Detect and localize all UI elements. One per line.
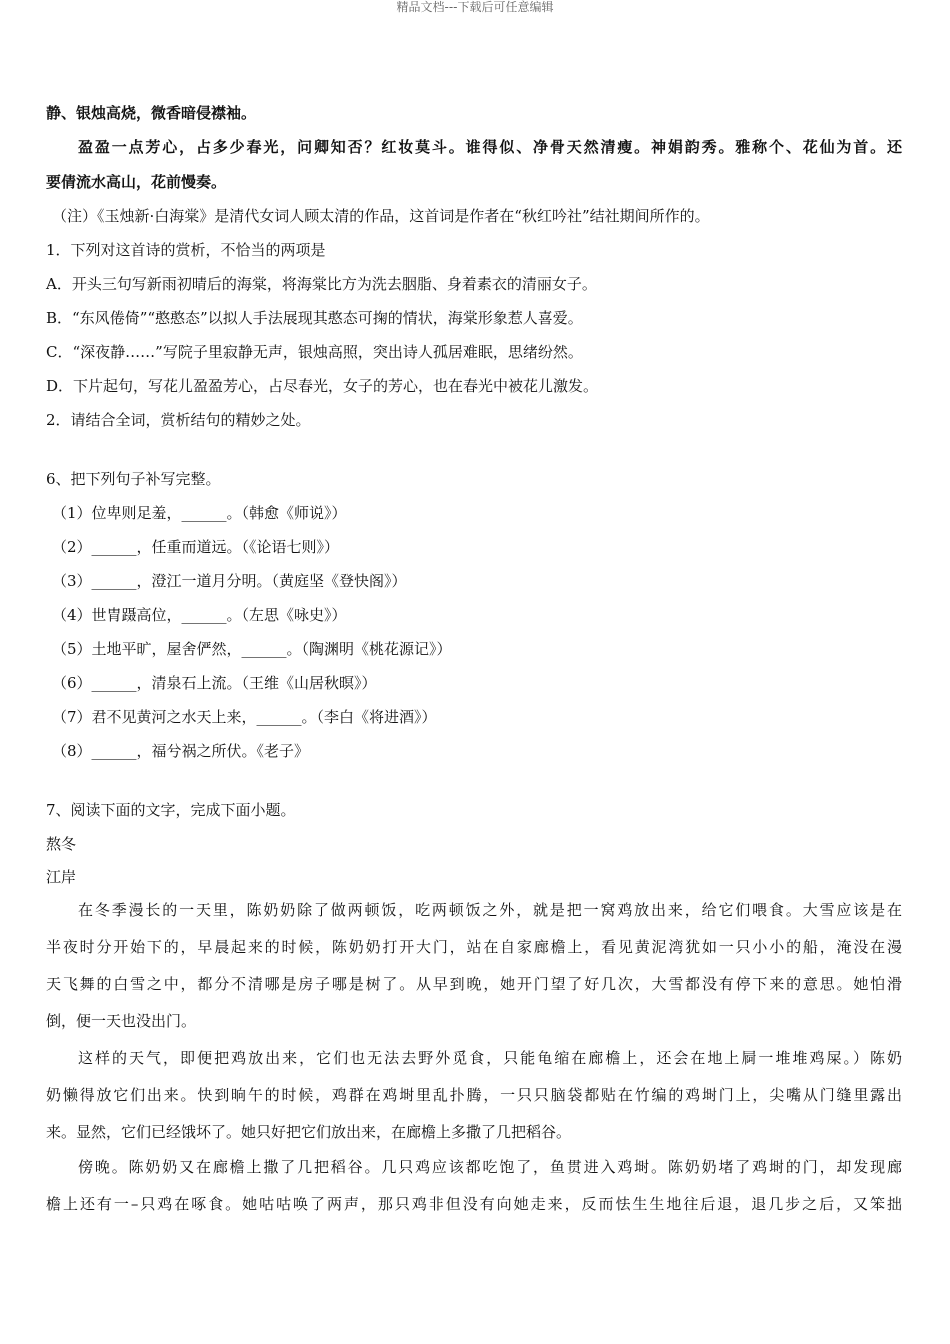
option-d: D．下片起句，写花儿盈盈芳心，占尽春光，女子的芳心，也在春光中被花儿激发。 bbox=[46, 377, 599, 395]
fill-blank-item: （8）______，福兮祸之所伏。《老子》 bbox=[52, 742, 310, 760]
option-c: C．“深夜静……”写院子里寂静无声，银烛高照，突出诗人孤居难眠，思绪纷然。 bbox=[46, 343, 583, 361]
poem-line: 盈盈一点芳心，占多少春光，问卿知否？红妆莫斗。谁得似、净骨天然清瘦。神娟韵秀。雅称个、花仙为首。还 bbox=[78, 138, 902, 156]
article-title: 熬冬 bbox=[46, 835, 77, 853]
question-6-title: 6、把下列句子补写完整。 bbox=[46, 470, 221, 488]
fill-blank-item: （4）世胄蹑高位，______。（左思《咏史》） bbox=[52, 606, 347, 624]
article-line: 傍晚。陈奶奶又在廊檐上撒了几把稻谷。几只鸡应该都吃饱了，鱼贯进入鸡埘。陈奶奶堵了鸡埘的门，却发现廊 bbox=[78, 1158, 902, 1176]
fill-blank-item: （3）______，澄江一道月分明。（黄庭坚《登快阁》） bbox=[52, 572, 407, 590]
question-7-title: 7、阅读下面的文字，完成下面小题。 bbox=[46, 801, 296, 819]
question-2: 2．请结合全词，赏析结句的精妙之处。 bbox=[46, 411, 311, 429]
fill-blank-item: （1）位卑则足羞，______。（韩愈《师说》） bbox=[52, 504, 347, 522]
article-line: 这样的天气，即便把鸡放出来，它们也无法去野外觅食，只能龟缩在廊檐上，还会在地上屙一堆堆鸡屎。）陈奶 bbox=[78, 1049, 902, 1067]
article-line: 倒，便一天也没出门。 bbox=[46, 1012, 197, 1030]
fill-blank-item: （2）______，任重而道远。（《论语七则》） bbox=[52, 538, 340, 556]
page-header: 精品文档---下载后可任意编辑 bbox=[396, 0, 554, 14]
poem-line: 要倩流水高山，花前慢奏。 bbox=[46, 173, 227, 191]
fill-blank-item: （7）君不见黄河之水天上来，______。（李白《将进酒》） bbox=[52, 708, 437, 726]
article-line: 半夜时分开始下的，早晨起来的时候，陈奶奶打开大门，站在自家廊檐上，看见黄泥湾犹如一只小小的船，淹没在漫 bbox=[46, 938, 902, 956]
article-line: 天飞舞的白雪之中，都分不清哪是房子哪是树了。从早到晚，她开门望了好几次，大雪都没有停下来的意思。她怕滑 bbox=[46, 975, 902, 993]
question-1-stem: 1．下列对这首诗的赏析，不恰当的两项是 bbox=[46, 241, 326, 259]
poem-note: （注）《玉烛新·白海棠》是清代女词人顾太清的作品，这首词是作者在“秋红吟社”结社期间所作的。 bbox=[52, 207, 710, 225]
option-a: A．开头三句写新雨初晴后的海棠，将海棠比方为洗去胭脂、身着素衣的清丽女子。 bbox=[46, 275, 597, 293]
article-line: 在冬季漫长的一天里，陈奶奶除了做两顿饭，吃两顿饭之外，就是把一窝鸡放出来，给它们喂食。大雪应该是在 bbox=[78, 901, 902, 919]
article-line: 檐上还有一–只鸡在啄食。她咕咕唤了两声，那只鸡非但没有向她走来，反而怯生生地往后退，退几步之后，又笨拙 bbox=[46, 1195, 902, 1213]
article-line: 奶懒得放它们出来。快到晌午的时候，鸡群在鸡埘里乱扑腾，一只只脑袋都贴在竹编的鸡埘门上，尖嘴从门缝里露出 bbox=[46, 1086, 902, 1104]
poem-line: 静、银烛高烧，微香暗侵襟袖。 bbox=[46, 104, 257, 122]
article-author: 江岸 bbox=[46, 868, 77, 886]
fill-blank-item: （5）土地平旷，屋舍俨然，______。（陶渊明《桃花源记》） bbox=[52, 640, 452, 658]
option-b: B．“东风倦倚”“憨憨态”以拟人手法展现其憨态可掬的情状，海棠形象惹人喜爱。 bbox=[46, 309, 583, 327]
fill-blank-item: （6）______，清泉石上流。（王维《山居秋暝》） bbox=[52, 674, 377, 692]
article-line: 来。显然，它们已经饿坏了。她只好把它们放出来，在廊檐上多撒了几把稻谷。 bbox=[46, 1123, 572, 1141]
